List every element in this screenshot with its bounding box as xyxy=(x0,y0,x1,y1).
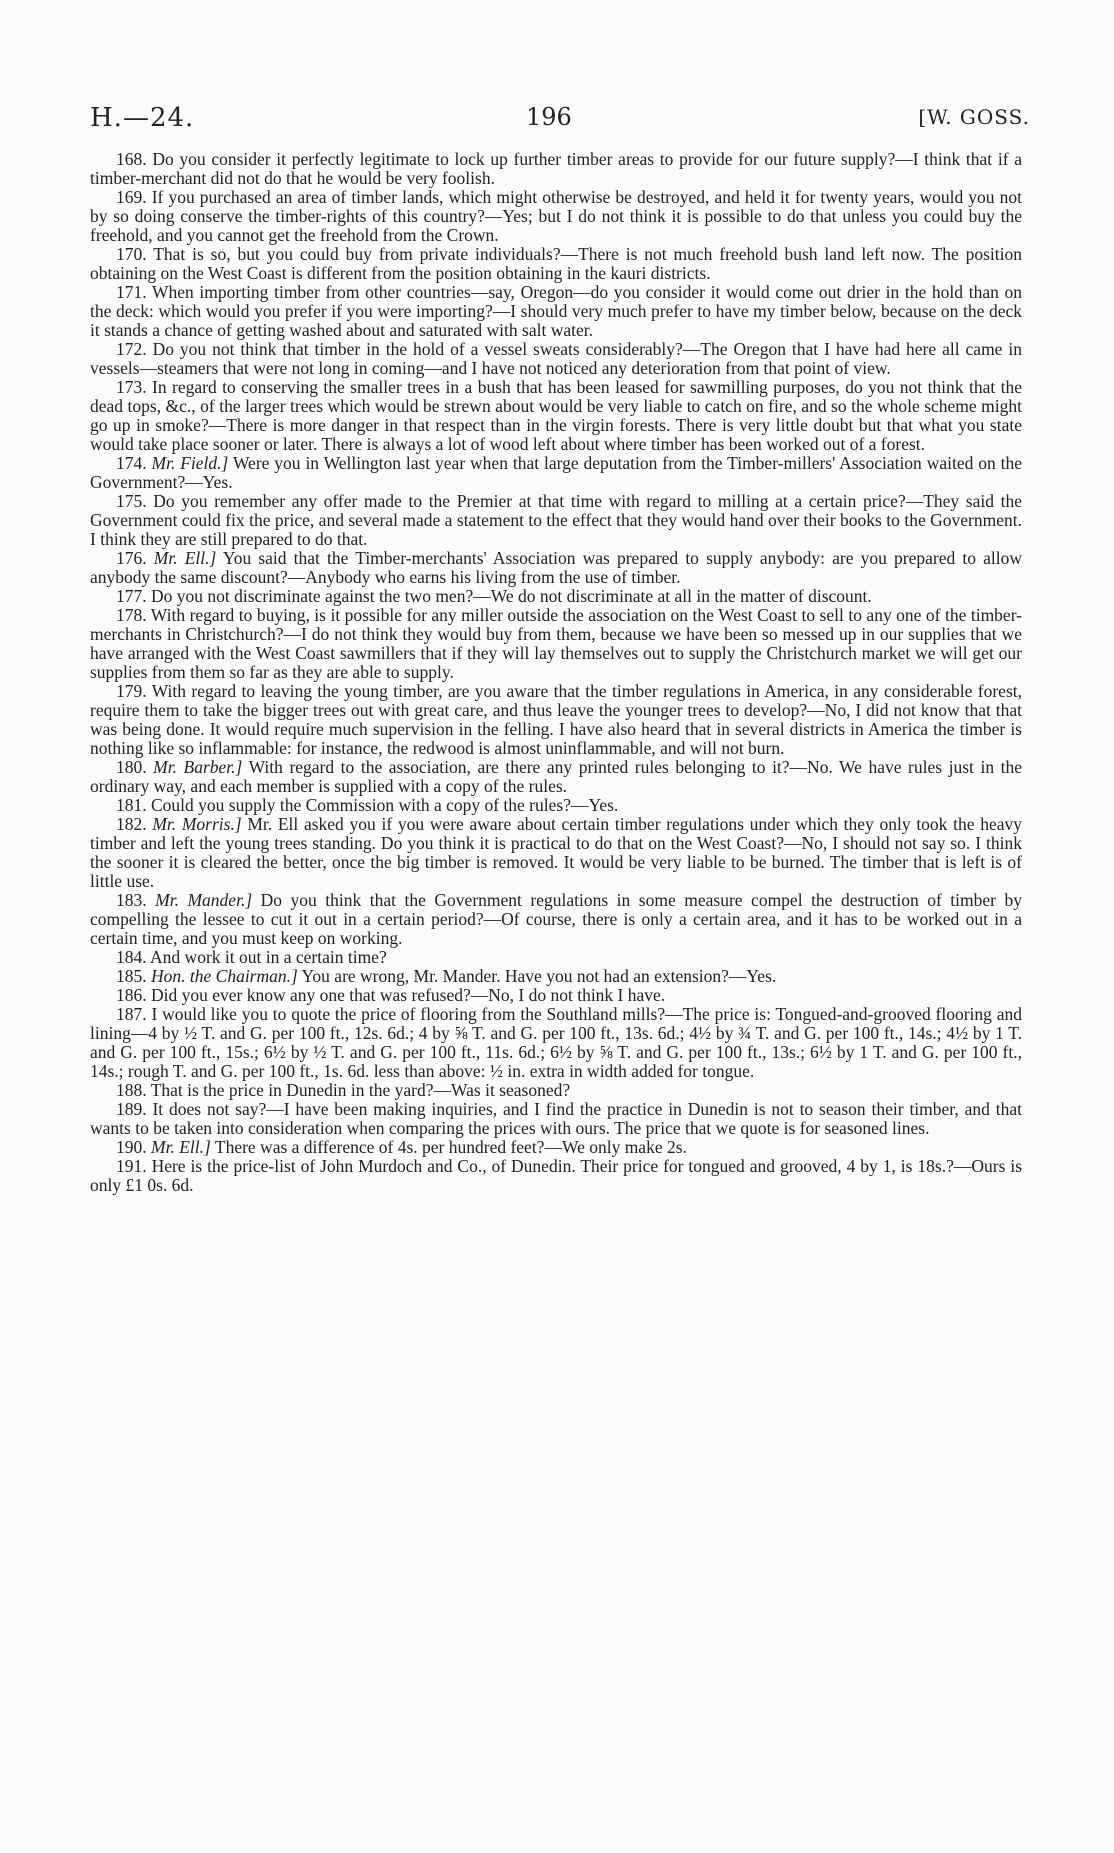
paragraph-text: With regard to buying, is it possible for any miller outside the association on the West Coast to sell to any one of the timber-merchants in Christchurch?—I do not think they would buy from them, because we have been so messed up in our supplies that we have arranged with the West Coast sawmillers that if they will lay themselves out to supply the Christchurch market we will get our supplies from them so far as they are able to supply. xyxy=(90,605,1022,682)
evidence-paragraph xyxy=(90,891,1022,948)
paragraph-text: You said that the Timber-merchants' Association was prepared to supply anybody: are you prepared to allow anybody the same discount?—Anybody who earns his living from the use of timber. xyxy=(90,548,1022,587)
question-number: 174. xyxy=(116,453,147,473)
evidence-paragraph xyxy=(90,150,1022,188)
question-number: 190. xyxy=(116,1137,147,1157)
evidence-paragraph xyxy=(90,815,1022,891)
question-number: 186. xyxy=(116,985,147,1005)
evidence-paragraph xyxy=(90,682,1022,758)
question-number: 180. xyxy=(116,757,147,777)
paragraph-text: There was a difference of 4s. per hundred feet?—We only make 2s. xyxy=(214,1137,687,1157)
paragraph-text: That is the price in Dunedin in the yard?—Was it seasoned? xyxy=(150,1080,571,1100)
question-number: 170. xyxy=(116,244,147,264)
question-number: 189. xyxy=(116,1099,147,1119)
question-number: 181. xyxy=(116,795,147,815)
evidence-paragraph xyxy=(90,188,1022,245)
question-number: 178. xyxy=(116,605,147,625)
paragraph-text: With regard to leaving the young timber, are you aware that the timber regulations in America, in any considerable forest, require them to take the bigger trees out with great care, and thus leave the younger trees to develop?—No, I did not know that that was being done. It would require much supervision in the felling. I have also heard that in several districts in America the timber is nothing like so inflammable: for instance, the redwood is almost uninflammable, and will not burn. xyxy=(90,681,1022,758)
paragraph-text: Do you not discriminate against the two men?—We do not discriminate at all in the matter of discount. xyxy=(151,586,872,606)
evidence-paragraph xyxy=(90,1005,1022,1081)
paragraph-text: I would like you to quote the price of flooring from the Southland mills?—The price is: Tongued-and-grooved flooring and lining—4 by ½ T. and G. per 100 ft., 12s. 6d.; 4 by ⅝ T. and G. per 100 ft., 13s. 6d.; 4½ by ¾ T. and G. per 100 ft., 14s.; 4½ by 1 T. and G. per 100 ft., 15s.; 6½ by ½ T. and G. per 100 ft., 11s. 6d.; 6½ by ⅝ T. and G. per 100 ft., 13s.; 6½ by 1 T. and G. per 100 ft., 14s.; rough T. and G. per 100 ft., 1s. 6d. less than above: ½ in. extra in width added for tongue. xyxy=(90,1004,1022,1081)
question-number: 171. xyxy=(116,282,147,302)
paragraph-text: When importing timber from other countries—say, Oregon—do you consider it would come out drier in the hold than on the deck: which would you prefer if you were importing?—I should very much prefer to have my timber below, because on the deck it stands a chance of getting washed about and saturated with salt water. xyxy=(90,282,1022,340)
question-number: 185. xyxy=(116,966,147,986)
evidence-paragraph xyxy=(90,986,1022,1005)
paragraph-text: With regard to the association, are there any printed rules belonging to it?—No. We have rules just in the ordinary way, and each member is supplied with a copy of the rules. xyxy=(90,757,1022,796)
evidence-paragraph xyxy=(90,283,1022,340)
paragraph-text: If you purchased an area of timber lands, which might otherwise be destroyed, and held it for twenty years, would you not by so doing conserve the timber-rights of this country?—Yes; but I do not think it is possible to do that unless you could buy the freehold, and you cannot get the freehold from the Crown. xyxy=(90,187,1022,245)
page-number: 196 xyxy=(526,103,572,131)
question-number: 172. xyxy=(116,339,147,359)
evidence-paragraph xyxy=(90,967,1022,986)
evidence-paragraph xyxy=(90,549,1022,587)
speaker-name: Mr. Barber.] xyxy=(153,757,243,777)
evidence-paragraph xyxy=(90,340,1022,378)
speaker-name: Mr. Ell.] xyxy=(151,1137,211,1157)
evidence-paragraph xyxy=(90,587,1022,606)
speaker-name: Hon. the Chairman.] xyxy=(151,966,298,986)
evidence-paragraph xyxy=(90,948,1022,967)
question-number: 182. xyxy=(116,814,147,834)
speaker-name: Mr. Mander.] xyxy=(155,890,253,910)
document-reference: H.—24. xyxy=(90,103,195,133)
paragraph-text: Could you supply the Commission with a copy of the rules?—Yes. xyxy=(151,795,619,815)
paragraph-text: Were you in Wellington last year when that large deputation from the Timber-millers' Association waited on the Government?—Yes. xyxy=(90,453,1023,492)
witness-name: [W. GOSS. xyxy=(918,105,1030,129)
paragraph-text: Here is the price-list of John Murdoch and Co., of Dunedin. Their price for tongued and grooved, 4 by 1, is 18s.?—Ours is only £1 0s. 6d. xyxy=(90,1156,1023,1195)
evidence-paragraph xyxy=(90,606,1022,682)
question-number: 184. xyxy=(116,947,147,967)
evidence-paragraph xyxy=(90,378,1022,454)
paragraph-text: Mr. Ell asked you if you were aware about certain timber regulations under which they only took the heavy timber and left the young trees standing. Do you think it is practical to do that on the West Coast?—No, I should not say so. I think the sooner it is cleared the better, once the big timber is removed. It would be very liable to be burned. The timber that is left is of little use. xyxy=(90,814,1022,891)
evidence-paragraph xyxy=(90,245,1022,283)
question-number: 177. xyxy=(116,586,147,606)
paragraph-text: You are wrong, Mr. Mander. Have you not had an extension?—Yes. xyxy=(301,966,777,986)
paragraph-text: Do you remember any offer made to the Premier at that time with regard to milling at a certain price?—They said the Government could fix the price, and several made a statement to the effect that they would hand over their books to the Government. I think they are still prepared to do that. xyxy=(90,491,1023,549)
evidence-paragraph xyxy=(90,1100,1022,1138)
question-number: 191. xyxy=(116,1156,147,1176)
evidence-paragraph xyxy=(90,758,1022,796)
evidence-paragraph xyxy=(90,454,1022,492)
question-number: 188. xyxy=(116,1080,147,1100)
question-number: 173. xyxy=(116,377,147,397)
evidence-paragraph xyxy=(90,1081,1022,1100)
paragraph-text: In regard to conserving the smaller trees in a bush that has been leased for sawmilling purposes, do you not think that the dead tops, &c., of the larger trees which would be strewn about would be very liable to catch on fire, and so the whole scheme might go up in smoke?—There is more danger in that respect than in the virgin forests. There is very little doubt but that what you state would take place sooner or later. There is always a lot of wood left about where timber has been worked out of a forest. xyxy=(90,377,1022,454)
question-number: 168. xyxy=(116,149,147,169)
speaker-name: Mr. Ell.] xyxy=(153,548,217,568)
paragraph-text: It does not say?—I have been making inquiries, and I find the practice in Dunedin is not to season their timber, and that wants to be taken into consideration when comparing the prices with ours. The price that we quote is for seasoned lines. xyxy=(90,1099,1023,1138)
question-number: 187. xyxy=(116,1004,147,1024)
evidence-paragraph xyxy=(90,492,1022,549)
paragraph-text: Did you ever know any one that was refused?—No, I do not think I have. xyxy=(151,985,666,1005)
paragraph-text: Do you consider it perfectly legitimate to lock up further timber areas to provide for our future supply?—I think that if a timber-merchant did not do that he would be very foolish. xyxy=(90,149,1022,188)
question-number: 175. xyxy=(116,491,147,511)
speaker-name: Mr. Field.] xyxy=(151,453,229,473)
paragraph-text: Do you not think that timber in the hold of a vessel sweats considerably?—The Oregon that I have had here all came in vessels—steamers that were not long in coming—and I have not noticed any deterioration from that point of view. xyxy=(90,339,1023,378)
question-number: 176. xyxy=(116,548,147,568)
speaker-name: Mr. Morris.] xyxy=(152,814,242,834)
page-header xyxy=(90,103,1030,139)
paragraph-text: And work it out in a certain time? xyxy=(150,947,387,967)
question-number: 169. xyxy=(116,187,147,207)
question-number: 179. xyxy=(116,681,147,701)
paragraph-text: That is so, but you could buy from private individuals?—There is not much freehold bush land left now. The position obtaining on the West Coast is different from the position obtaining in the kauri districts. xyxy=(90,244,1022,283)
document-body xyxy=(90,150,1022,1195)
evidence-paragraph xyxy=(90,1138,1022,1157)
paragraph-text: Do you think that the Government regulations in some measure compel the destruction of timber by compelling the lessee to cut it out in a certain period?—Of course, there is only a certain area, and it has to be worked out in a certain time, and you must keep on working. xyxy=(90,890,1022,948)
evidence-paragraph xyxy=(90,796,1022,815)
evidence-paragraph xyxy=(90,1157,1022,1195)
question-number: 183. xyxy=(116,890,147,910)
